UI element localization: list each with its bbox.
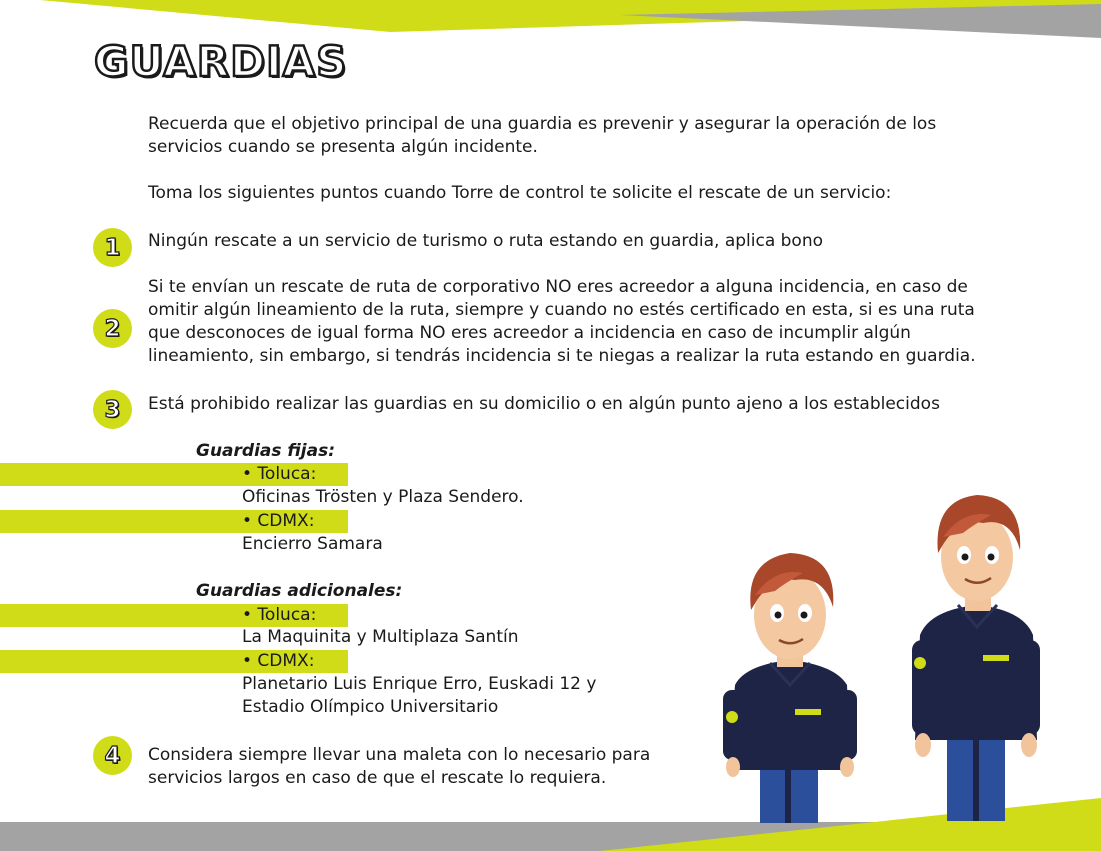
point-2-line-4: lineamiento, sin embargo, si tendrás incidencia si te niegas a realizar la ruta estando en guardia.: [148, 346, 976, 366]
point-3-text: Está prohibido realizar las guardias en su domicilio o en algún punto ajeno a los establecidos: [148, 394, 940, 414]
place-oficinas-trosten: Oficinas Trösten y Plaza Sendero.: [242, 487, 524, 507]
character-right: [912, 495, 1040, 821]
point-2-line-3: que desconoces de igual forma NO eres acreedor a incidencia en caso de incumplir algún: [148, 323, 911, 343]
point-1-text: Ningún rescate a un servicio de turismo o ruta estando en guardia, aplica bono: [148, 231, 824, 251]
place-la-maquinita: La Maquinita y Multiplaza Santín: [242, 627, 519, 647]
city-bar-cdmx-adicional: • CDMX:: [0, 650, 348, 673]
page-title: GUARDIAS: [94, 37, 348, 86]
point-2-line-1: Si te envían un rescate de ruta de corporativo NO eres acreedor a alguna incidencia, en caso de: [148, 277, 968, 297]
city-bar-toluca-adicional: • Toluca:: [0, 604, 348, 627]
point-4-line-2: servicios largos en caso de que el rescate lo requiera.: [148, 768, 607, 788]
intro-line-2: servicios cuando se presenta algún incidente.: [148, 137, 538, 157]
place-estadio-olimpico: Estadio Olímpico Universitario: [242, 697, 499, 717]
guardias-adicionales-heading: Guardias adicionales:: [196, 581, 403, 601]
intro-line-3: Toma los siguientes puntos cuando Torre de control te solicite el rescate de un servicio:: [148, 183, 892, 203]
number-badge-3: 3: [93, 390, 132, 429]
character-left: [723, 553, 857, 823]
number-badge-4: 4: [93, 736, 132, 775]
city-bar-toluca: • Toluca:: [0, 463, 348, 486]
number-badge-2: 2: [93, 309, 132, 348]
point-4-line-1: Considera siempre llevar una maleta con lo necesario para: [148, 745, 651, 765]
cartoon-staff-illustration: [715, 495, 1055, 825]
place-encierro-samara: Encierro Samara: [242, 534, 383, 554]
place-planetario: Planetario Luis Enrique Erro, Euskadi 12 y: [242, 674, 597, 694]
intro-line-1: Recuerda que el objetivo principal de una guardia es prevenir y asegurar la operación de los: [148, 114, 937, 134]
number-badge-1: 1: [93, 228, 132, 267]
city-bar-cdmx: • CDMX:: [0, 510, 348, 533]
point-2-line-2: omitir algún lineamiento de la ruta, siempre y cuando no estés certificado en esta, si es una ruta: [148, 300, 975, 320]
guardias-fijas-heading: Guardias fijas:: [196, 441, 336, 461]
